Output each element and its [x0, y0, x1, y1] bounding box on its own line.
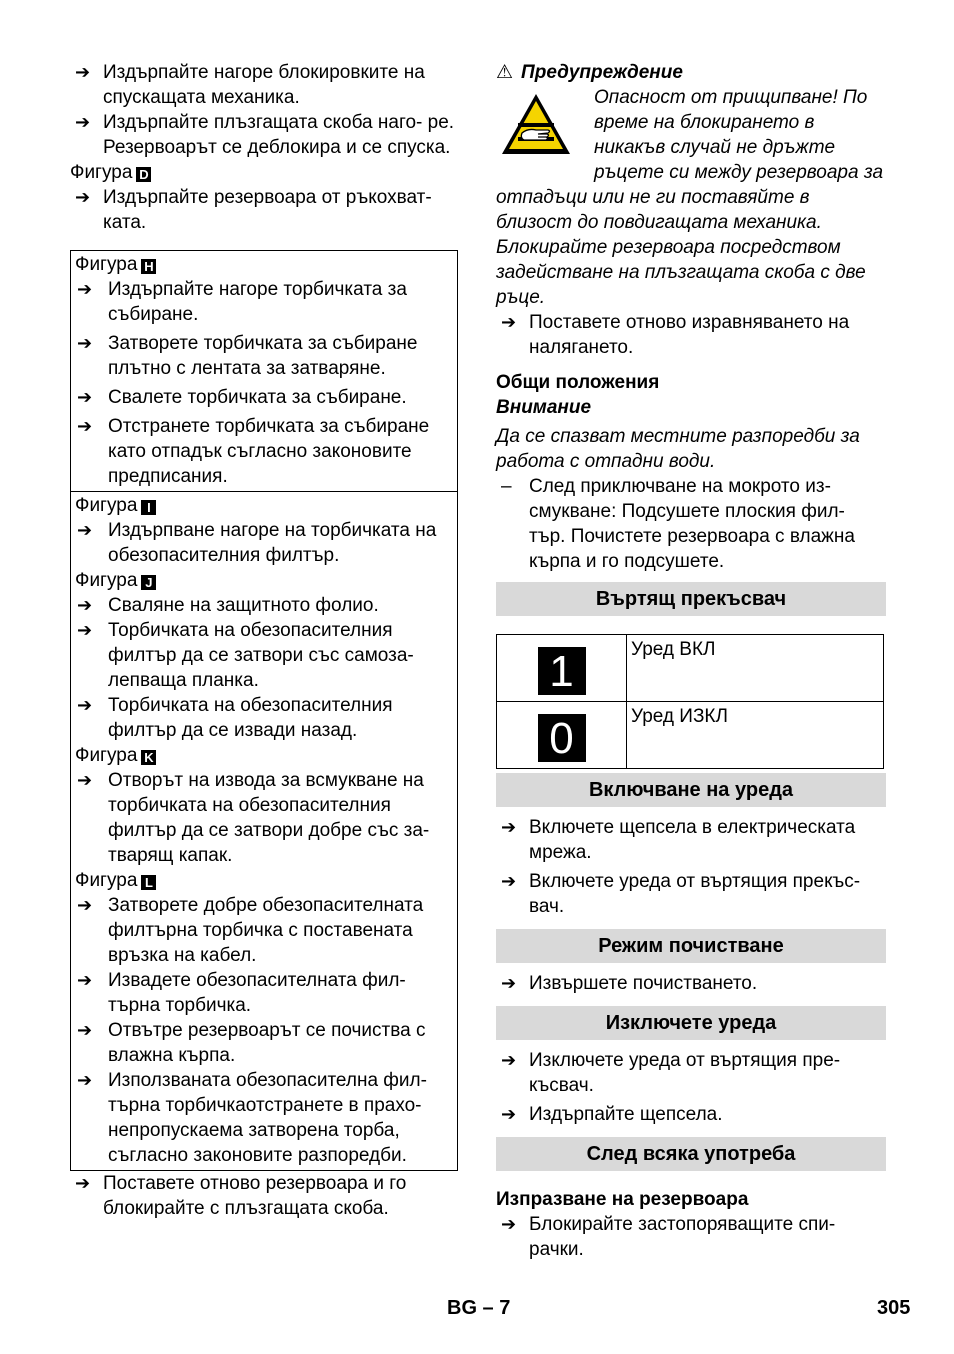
switch-off-header: Изключете уреда	[496, 1006, 886, 1040]
cleaning-header: Режим почистване	[496, 929, 886, 963]
after-use-header: След всяка употреба	[496, 1137, 886, 1171]
step: ➔ Използваната обезопасителна фил- търна торбичкаотстранете в прахо- непропускаема затворена торба, съгласно законовите разпоредби.	[77, 1070, 427, 1166]
arrow-right-icon: ➔	[77, 620, 93, 640]
arrow-right-icon: ➔	[77, 970, 93, 990]
step: ➔ Поставете отново изравняването на налягането.	[501, 312, 850, 358]
figure-label-k: Фигура K	[75, 743, 453, 768]
arrow-right-icon: ➔	[77, 279, 93, 299]
step: ➔ Поставете отново резервоара и го блокирайте с плъзгащата скоба.	[75, 1173, 407, 1219]
figure-letter: H	[141, 259, 156, 274]
switch-table	[496, 634, 884, 769]
step: ➔ Извадете обезопасителната фил- търна торбичка.	[77, 970, 406, 1016]
figure-letter: J	[141, 575, 156, 590]
step: ➔ Отворът на извода за всмукване на торбичката на обезопасителния филтър да се затвори добре със за- тварящ капак.	[77, 770, 430, 866]
figure-label-h: Фигура H	[75, 252, 453, 277]
switch-on-symbol: 1	[538, 647, 586, 695]
arrow-right-icon: ➔	[77, 387, 93, 407]
step: ➔ Издърпайте нагоре блокировките на спускащата механика.	[75, 62, 425, 108]
arrow-right-icon: ➔	[77, 1020, 93, 1040]
attention-text: Да се спазват местните разпоредби за работа с отпадни води.	[496, 426, 860, 472]
figure-section-i-to-l	[71, 491, 457, 1170]
arrow-right-icon: ➔	[77, 416, 93, 436]
step: ➔ Включете щепсела в електрическата мрежа.	[501, 817, 856, 863]
step: ➔ Сваляне на защитното фолио.	[77, 595, 379, 616]
arrow-right-icon: ➔	[501, 817, 517, 837]
arrow-right-icon: ➔	[501, 312, 517, 332]
dash-item: – След приключване на мокрото из- смукване: Подсушете плоския фил- тър. Почистете резервоара с влажна кърпа и го подсушете.	[501, 476, 855, 572]
step: ➔ Торбичката на обезопасителния филтър да се извади назад.	[77, 695, 393, 741]
arrow-right-icon: ➔	[77, 333, 93, 353]
arrow-right-icon: ➔	[75, 1173, 91, 1193]
arrow-right-icon: ➔	[501, 1214, 517, 1234]
step: ➔ Отвътре резервоарът се почиства с влажна кърпа.	[77, 1020, 426, 1066]
arrow-right-icon: ➔	[77, 520, 93, 540]
arrow-right-icon: ➔	[501, 973, 517, 993]
figures-box	[70, 250, 458, 1171]
step: ➔ Отстранете торбичката за събиране като отпадък съгласно законовите предписания.	[77, 416, 430, 487]
empty-heading: Изпразване на резервоара	[496, 1189, 749, 1210]
figure-letter: D	[136, 167, 151, 182]
step: ➔ Затворете добре обезопасителната филтърна торбичка с поставената връзка на кабел.	[77, 895, 424, 966]
figure-label-j: Фигура J	[75, 568, 453, 593]
switch-off-label: Уред ИЗКЛ	[627, 702, 884, 769]
table-row	[497, 635, 884, 702]
left-column	[70, 60, 458, 1221]
figure-label-l: Фигура L	[75, 868, 453, 893]
hand-crush-hazard-icon	[500, 91, 572, 157]
switch-on-header: Включване на уреда	[496, 773, 886, 807]
step: ➔ Свалете торбичката за събиране.	[77, 387, 407, 408]
arrow-right-icon: ➔	[77, 1070, 93, 1090]
step: ➔ Издърпване нагоре на торбичката на обезопасителния филтър.	[77, 520, 437, 566]
step: ➔ Блокирайте застопоряващите спи- рачки.	[501, 1214, 836, 1260]
arrow-right-icon: ➔	[77, 895, 93, 915]
arrow-right-icon: ➔	[501, 1050, 517, 1070]
table-row	[497, 702, 884, 769]
warning-triangle-icon: ⚠	[496, 62, 514, 83]
figure-section-h	[71, 251, 457, 491]
switch-on-label: Уред ВКЛ	[627, 635, 884, 702]
figure-letter: I	[141, 500, 156, 515]
rotary-switch-header: Въртящ прекъсвач	[496, 582, 886, 616]
step: ➔ Включете уреда от въртящия прекъс- вач.	[501, 871, 861, 917]
arrow-right-icon: ➔	[77, 695, 93, 715]
footer-section: BG – 7	[447, 1297, 511, 1319]
arrow-right-icon: ➔	[77, 595, 93, 615]
switch-off-symbol: 0	[538, 714, 586, 762]
arrow-right-icon: ➔	[75, 62, 91, 82]
warning-block	[496, 85, 886, 310]
arrow-right-icon: ➔	[75, 187, 91, 207]
step: ➔ Издърпайте плъзгащата скоба наго- ре. Резервоарът се деблокира и се спуска.	[75, 112, 455, 158]
step: ➔ Торбичката на обезопасителния филтър да се затвори със самоза- лепваща планка.	[77, 620, 414, 691]
arrow-right-icon: ➔	[501, 871, 517, 891]
arrow-right-icon: ➔	[501, 1104, 517, 1124]
step: ➔ Затворете торбичката за събиране плътно с лентата за затваряне.	[77, 333, 418, 379]
warning-heading: ⚠ Предупреждение	[496, 62, 683, 83]
arrow-right-icon: ➔	[75, 112, 91, 132]
figure-label-d: Фигура D	[70, 160, 458, 185]
step: ➔ Изключете уреда от въртящия пре- късвач.	[501, 1050, 841, 1096]
step: ➔ Издърпайте резервоара от ръкохват- ката.	[75, 187, 432, 233]
figure-letter: K	[141, 750, 156, 765]
page-number: 305	[877, 1297, 911, 1319]
step: ➔ Издърпайте нагоре торбичката за събиране.	[77, 279, 407, 325]
figure-letter: L	[141, 875, 156, 890]
arrow-right-icon: ➔	[77, 770, 93, 790]
right-column	[496, 60, 886, 1262]
general-heading: Общи положения	[496, 372, 660, 393]
warning-text: Опасност от прищипване! По време на блокирането в никакъв случай не дръжте ръцете си между резервоара за отпадъци или не ги поставяйте в близост до повдигащата механика. Блокирайте резервоара посредством задействане на плъзгащата скоба с две ръце.	[496, 87, 884, 308]
attention-heading: Внимание	[496, 397, 592, 418]
step: ➔ Извършете почистването.	[501, 973, 758, 994]
step: ➔ Издърпайте щепсела.	[501, 1104, 723, 1125]
figure-label-i: Фигура I	[75, 493, 453, 518]
